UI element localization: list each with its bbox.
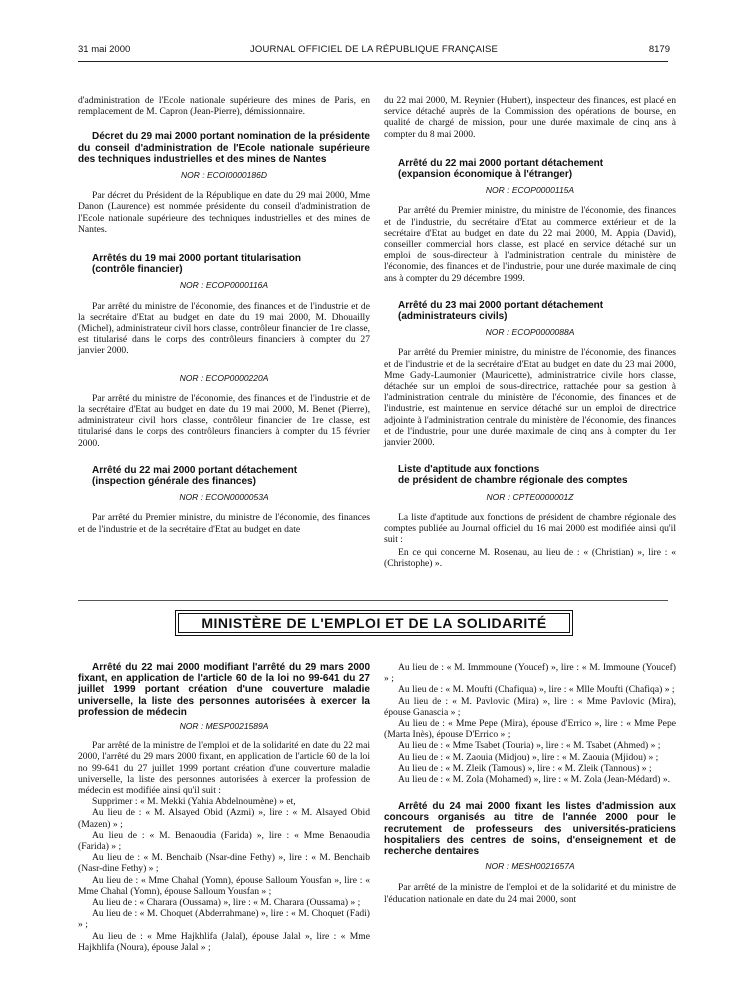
paragraph: Par arrêté du Premier ministre, du ministre de l'économie, des finances et de l'industrie et de la secrétaire d'Etat au budget en date (78, 512, 370, 535)
section-title: Liste d'aptitude aux fonctions (398, 464, 540, 476)
list-item: Au lieu de : « M. Immmoune (Youcef) », lire : « M. Immoune (Youcef) » ; (384, 662, 676, 685)
list-item: Au lieu de : « M. Pavlovic (Mira) », lire : « Mme Pavlovic (Mira), épouse Ganascia » ; (384, 695, 676, 718)
paragraph: En ce qui concerne M. Rosenau, au lieu de : « (Christian) », lire : « (Christophe) ». (384, 546, 676, 569)
list-item: Au lieu de : « Mme Chahal (Yomn), épouse Salloum Yousfan », lire : « Mme Chahal (Yomn), épouse Salloum Yousfan » ; (78, 874, 370, 897)
nor-reference: NOR : ECOP0000088A (485, 327, 575, 338)
left-column-top (78, 95, 370, 535)
list-item: Au lieu de : « Charara (Oussama) », lire : « M. Charara (Oussama) » ; (92, 897, 361, 909)
paragraph: Par décret du Président de la République en date du 29 mai 2000, Mme Danon (Laurence) est nommée présidente du conseil d'administration de l'Ecole nationale supérieure des techniques industrielles et des mines de Nantes. (78, 190, 370, 235)
paragraph: du 22 mai 2000, M. Reynier (Hubert), inspecteur des finances, est placé en service détaché auprès de la Commission des opérations de bourse, en qualité de chargé de mission, pour une durée maximale de cinq ans à compter du 8 mai 2000. (384, 95, 676, 140)
section-title: Arrêté du 22 mai 2000 portant détachement (398, 157, 604, 169)
nor-reference: NOR : MESH0021657A (485, 861, 575, 872)
header-rule (78, 61, 668, 62)
nor-reference: NOR : ECOI0000186D (181, 170, 267, 181)
section-subtitle: (inspection générale des finances) (92, 476, 256, 488)
list-item: Au lieu de : « M. Choquet (Abderrahmane) », lire : « M. Choquet (Fadi) » ; (78, 908, 370, 931)
section-title: Arrêté du 22 mai 2000 modifiant l'arrêté du 29 mars 2000 fixant, en application de l'article 60 de la loi no 99-641 du 27 juillet 1999 portant création d'une couverture maladie universelle, la liste des personnes autorisées à exercer la profession de médecin (78, 662, 370, 718)
section-subtitle: de président de chambre régionale des comptes (398, 475, 628, 487)
list-item: Au lieu de : « M. Benaoudia (Farida) », lire : « Mme Benaoudia (Farida) » ; (78, 829, 370, 853)
nor-reference: NOR : ECOP0000220A (179, 372, 269, 383)
paragraph: Par arrêté du Premier ministre, du ministre de l'économie, des finances et de l'industrie, du secrétaire d'Etat au commerce extérieur et de la secrétaire d'Etat au budget en date du 22 mai 2000, M. Appia (David), conseiller commercial hors classe, est placé en service détaché sur un emploi de sous-directeur à l'administration centrale du ministère de l'économie, des finances et de l'industrie, pour une durée maximale de cinq ans à compter du 29 décembre 1999. (384, 205, 676, 284)
paragraph: Par arrêté du ministre de l'économie, des finances et de l'industrie et de la secrétaire d'Etat au budget en date du 19 mai 2000, M. Benet (Pierre), administrateur civil hors classe, contrôleur financier de 1re classe, est titularisé dans le corps des contrôleurs financiers à compter du 15 février 2000. (78, 392, 370, 449)
ministry-title: MINISTÈRE DE L'EMPLOI ET DE LA SOLIDARITÉ (201, 615, 547, 631)
section-subtitle: (administrateurs civils) (398, 311, 508, 323)
paragraph: La liste d'aptitude aux fonctions de président de chambre régionale des comptes publiée au Journal officiel du 16 mai 2000 est modifiée ainsi qu'il suit : (384, 511, 676, 546)
section-title: Arrêté du 24 mai 2000 fixant les listes d'admission aux concours organisés au titre de l'année 2000 pour le recrutement de professeurs des universités-praticiens hospitaliers des centres de soins, d'enseignement et de recherche dentaires (384, 801, 676, 858)
nor-reference: NOR : ECON0000053A (179, 492, 269, 503)
nor-reference: NOR : CPTE0000001Z (486, 491, 574, 502)
section-subtitle: (contrôle financier) (92, 264, 183, 276)
list-item: Au lieu de : « M. Zleik (Tamous) », lire : « M. Zleik (Tannous) » ; (398, 762, 652, 774)
list-item: Au lieu de : « M. Zola (Mohamed) », lire : « M. Zola (Jean-Médard) ». (398, 774, 671, 786)
right-column-top (384, 95, 676, 569)
list-item: Au lieu de : « M. Moufti (Chafiqua) », lire : « Mlle Moufti (Chafiqa) » ; (398, 684, 675, 696)
paragraph: d'administration de l'Ecole nationale supérieure des mines de Paris, en remplacement de M. Capron (Jean-Pierre), démissionnaire. (78, 95, 370, 118)
list-item: Supprimer : « M. Mekki (Yahia Abdelnoumène) » et, (92, 796, 296, 808)
right-column-bottom (384, 662, 676, 905)
paragraph: Par arrêté du ministre de l'économie, des finances et de l'industrie et de la secrétaire d'Etat au budget en date du 19 mai 2000, M. Dhouailly (Michel), administrateur civil hors classe, contrôleur financier de 1re classe, est titularisé dans le corps des contrôleurs financiers à compter du 27 janvier 2000. (78, 300, 370, 357)
header-date: 31 mai 2000 (78, 44, 131, 55)
ministry-banner (175, 610, 573, 636)
page-header (78, 44, 670, 60)
section-title: Arrêté du 22 mai 2000 portant détachement (92, 464, 298, 476)
paragraph: Par arrêté de la ministre de l'emploi et de la solidarité et du ministre de l'éducation nationale en date du 24 mai 2000, sont (384, 882, 676, 905)
section-title: Décret du 29 mai 2000 portant nomination de la présidente du conseil d'administration de l'Ecole nationale supérieure des techniques industrielles et des mines de Nantes (78, 131, 370, 165)
list-item: Au lieu de : « M. Zaouia (Midjou) », lire : « M. Zaouia (Mjidou) » ; (398, 751, 659, 763)
nor-reference: NOR : ECOP0000115A (485, 185, 575, 196)
section-divider (78, 600, 668, 601)
header-page-number: 8179 (648, 44, 670, 55)
section-title: Arrêté du 23 mai 2000 portant détachement (398, 299, 604, 311)
paragraph: Par arrêté de la ministre de l'emploi et de la solidarité en date du 22 mai 2000, l'arrêté du 29 mars 2000 fixant, en application de l'article 60 de la loi no 99-641 du 27 juillet 1999 portant création d'une couverture maladie universelle, la liste des personnes autorisées à exercer la profession de médecin est modifiée ainsi qu'il suit : (78, 740, 370, 797)
nor-reference: NOR : ECOP0000116A (179, 280, 269, 291)
list-item: Au lieu de : « Mme Hajkhlifa (Jalal), épouse Jalal », lire : « Mme Hajkhlifa (Noura), épouse Jalal » ; (78, 930, 370, 953)
section-subtitle: (expansion économique à l'étranger) (398, 169, 573, 181)
section-title: Arrêtés du 19 mai 2000 portant titularisation (92, 253, 301, 265)
list-item: Au lieu de : « Mme Tsabet (Touria) », lire : « M. Tsabet (Ahmed) » ; (398, 740, 661, 752)
nor-reference: NOR : MESP0021589A (179, 721, 269, 732)
list-item: Au lieu de : « Mme Pepe (Mira), épouse d'Errico », lire : « Mme Pepe (Marta Inès), épouse D'Errico » ; (384, 718, 676, 741)
header-journal-title: JOURNAL OFFICIEL DE LA RÉPUBLIQUE FRANÇAISE (249, 44, 499, 55)
left-column-bottom (78, 662, 370, 953)
list-item: Au lieu de : « M. Alsayed Obid (Azmi) », lire : « M. Alsayed Obid (Mazen) » ; (78, 807, 370, 830)
list-item: Au lieu de : « M. Benchaib (Nsar-dine Fethy) », lire : « M. Benchaib (Nasr-dine Fethy) » ; (78, 852, 370, 875)
paragraph: Par arrêté du Premier ministre, du ministre de l'économie, des finances et de l'industrie et de la secrétaire d'Etat au budget en date du 23 mai 2000, Mme Gady-Laumonier (Mauricette), administratrice civile hors classe, détachée sur un emploi de sous-directrice, rattachée pour sa gestion à l'administration centrale du ministère de l'économie, des finances et de l'industrie, est maintenue en service détaché sur un emploi de directrice adjointe à l'administration centrale du ministère de l'économie, des finances et de l'industrie, pour une durée maximale de cinq ans à compter du 1er janvier 2000. (384, 347, 676, 449)
